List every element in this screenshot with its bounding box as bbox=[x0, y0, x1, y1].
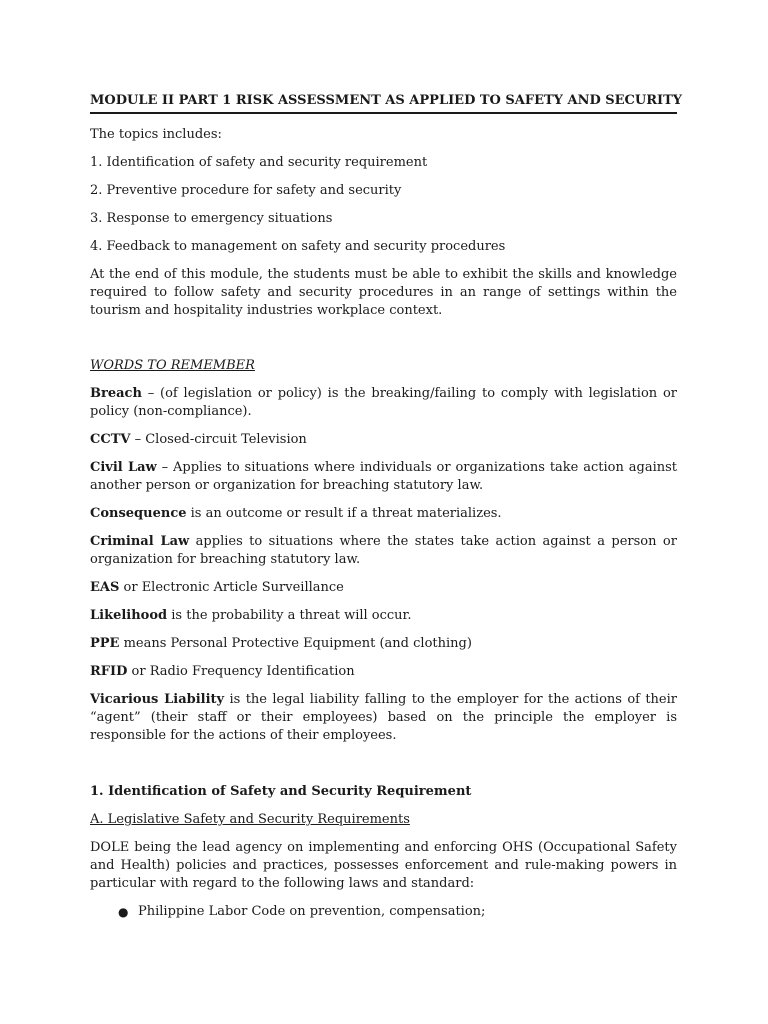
definition-text: means Personal Protective Equipment (and clothing) bbox=[119, 636, 472, 651]
topic-item-3: 3. Response to emergency situations bbox=[90, 211, 333, 226]
list-item bbox=[90, 903, 677, 921]
definition-eas bbox=[90, 579, 677, 597]
definition-term: RFID bbox=[90, 664, 128, 679]
topic-item-4: 4. Feedback to management on safety and security procedures bbox=[90, 239, 506, 254]
definition-rfid bbox=[90, 663, 677, 681]
definition-text: or Electronic Article Surveillance bbox=[119, 580, 344, 595]
definition-criminal-law bbox=[90, 533, 677, 569]
definition-text: – (of legislation or policy) is the breaking/failing to comply with legislation or policy (non-compliance). bbox=[90, 386, 677, 419]
definition-text: – Applies to situations where individuals or organizations take action against another person or organization for breaching statutory law. bbox=[90, 460, 677, 493]
definition-text: applies to situations where the states take action against a person or organization for breaching statutory law. bbox=[90, 534, 677, 567]
definition-text: – Closed-circuit Television bbox=[130, 432, 307, 447]
topics-intro: The topics includes: bbox=[90, 127, 222, 142]
definition-breach bbox=[90, 385, 677, 421]
definition-term: PPE bbox=[90, 636, 120, 651]
definition-term: Civil Law bbox=[90, 460, 157, 475]
topic-item-2: 2. Preventive procedure for safety and security bbox=[90, 183, 402, 198]
words-to-remember-heading: WORDS TO REMEMBER bbox=[90, 358, 255, 373]
definition-term: Consequence bbox=[90, 506, 187, 521]
definition-term: EAS bbox=[90, 580, 120, 595]
definition-term: Criminal Law bbox=[90, 534, 190, 549]
topic-item-1: 1. Identification of safety and security requirement bbox=[90, 155, 428, 170]
module-title: MODULE II PART 1 RISK ASSESSMENT AS APPLIED TO SAFETY AND SECURITY bbox=[90, 92, 677, 114]
definition-vicarious-liability bbox=[90, 691, 677, 745]
definition-civil-law bbox=[90, 459, 677, 495]
definition-cctv bbox=[90, 431, 677, 449]
definition-term: Likelihood bbox=[90, 608, 168, 623]
definition-consequence bbox=[90, 505, 677, 523]
section-1-heading: 1. Identification of Safety and Security Requirement bbox=[90, 784, 472, 799]
bullet-text: Philippine Labor Code on prevention, compensation; bbox=[138, 904, 486, 919]
definition-term: Vicarious Liability bbox=[90, 692, 225, 707]
module-objective: At the end of this module, the students must be able to exhibit the skills and knowledge required to follow safety and security procedures in an range of settings within the tourism and hospitality industries workplace context. bbox=[90, 267, 677, 318]
definition-text: is the probability a threat will occur. bbox=[167, 608, 412, 623]
definition-term: Breach bbox=[90, 386, 142, 401]
bullet-icon: ● bbox=[118, 905, 129, 919]
definition-ppe bbox=[90, 635, 677, 653]
definition-likelihood bbox=[90, 607, 677, 625]
document-page bbox=[90, 92, 683, 931]
definition-text: is the legal liability falling to the employer for the actions of their “agent” (their staff or their employees) based on the principle the employer is responsible for the actions of their employees. bbox=[90, 692, 677, 743]
definition-text: or Radio Frequency Identification bbox=[127, 664, 355, 679]
definition-term: CCTV bbox=[90, 432, 131, 447]
section-1-paragraph: DOLE being the lead agency on implementing and enforcing OHS (Occupational Safety and Health) policies and practices, possesses enforcement and rule-making powers in particular with regard to the following laws and standard: bbox=[90, 840, 677, 891]
section-1-subheading: A. Legislative Safety and Security Requirements bbox=[90, 812, 410, 827]
definition-text: is an outcome or result if a threat materializes. bbox=[186, 506, 502, 521]
